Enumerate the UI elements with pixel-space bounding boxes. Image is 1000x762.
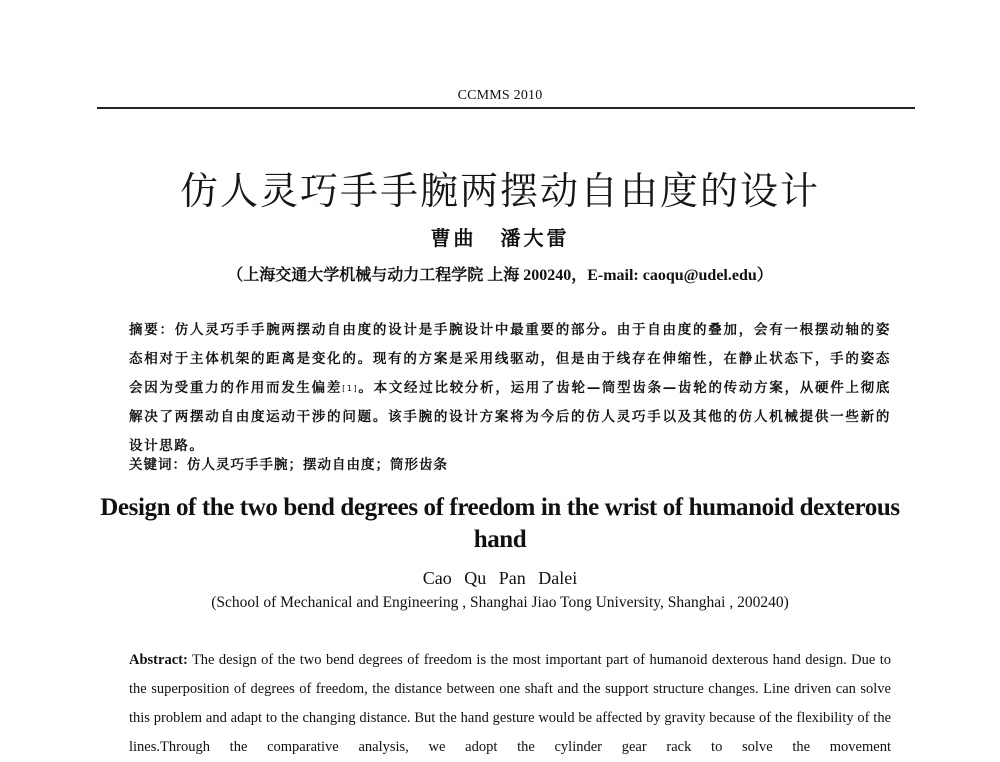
citation-reference: [1] [342, 384, 359, 393]
chinese-authors: 曹曲 潘大雷 [430, 226, 570, 250]
chinese-abstract [129, 316, 891, 461]
english-abstract [129, 646, 891, 762]
chinese-keywords-text: 仿人灵巧手手腕；摆动自由度；筒形齿条 [187, 457, 448, 473]
chinese-keywords [129, 453, 891, 473]
chinese-abstract-text-part1: 仿人灵巧手手腕两摆动自由度的设计是手腕设计中最重要的部分。由于自由度的叠加，会有一根摆动轴的姿态相对于主体机架的距离是变化的。现有的方案是采用线驱动，但是由于线存在伸缩性，在静止状态下，手的姿态会因为受重力的作用而发生偏差 [129, 322, 891, 396]
chinese-abstract-text-part2: 。本文经过比较分析，运用了齿轮—筒型齿条—齿轮的传动方案，从硬件上彻底解决了两摆动自由度运动干涉的问题。该手腕的设计方案将为今后的仿人灵巧手以及其他的仿人机械提供一些新的设计思路。 [129, 380, 892, 454]
chinese-title: 仿人灵巧手手腕两摆动自由度的设计 [179, 169, 820, 213]
english-title: Design of the two bend degrees of freedom in the wrist of humanoid dexterous hand [100, 494, 900, 553]
running-header: CCMMS 2010 [457, 88, 543, 103]
chinese-keywords-label: 关键词： [129, 457, 187, 473]
english-authors: Cao Qu Pan Dalei [422, 568, 578, 588]
english-abstract-label: Abstract: [129, 652, 188, 668]
english-abstract-text: The design of the two bend degrees of freedom is the most important part of humanoid dexterous hand design. Due to the superposition of degrees of freedom, the distance between one shaft and the support structure changes. Line driven can solve this problem and adapt to the changing distance. But the hand gesture would be affected by gravity because of the flexibility of the lines.Through the comparative analysis, we adopt the cylinder gear rack to solve the movement [129, 652, 891, 755]
chinese-affiliation: （上海交通大学机械与动力工程学院 上海 200240，E-mail: caoqu@udel.edu） [227, 267, 773, 284]
header-rule-divider [97, 107, 915, 109]
chinese-abstract-label: 摘要： [129, 322, 175, 338]
english-affiliation: (School of Mechanical and Engineering , Shanghai Jiao Tong University, Shanghai , 200240) [211, 594, 789, 611]
